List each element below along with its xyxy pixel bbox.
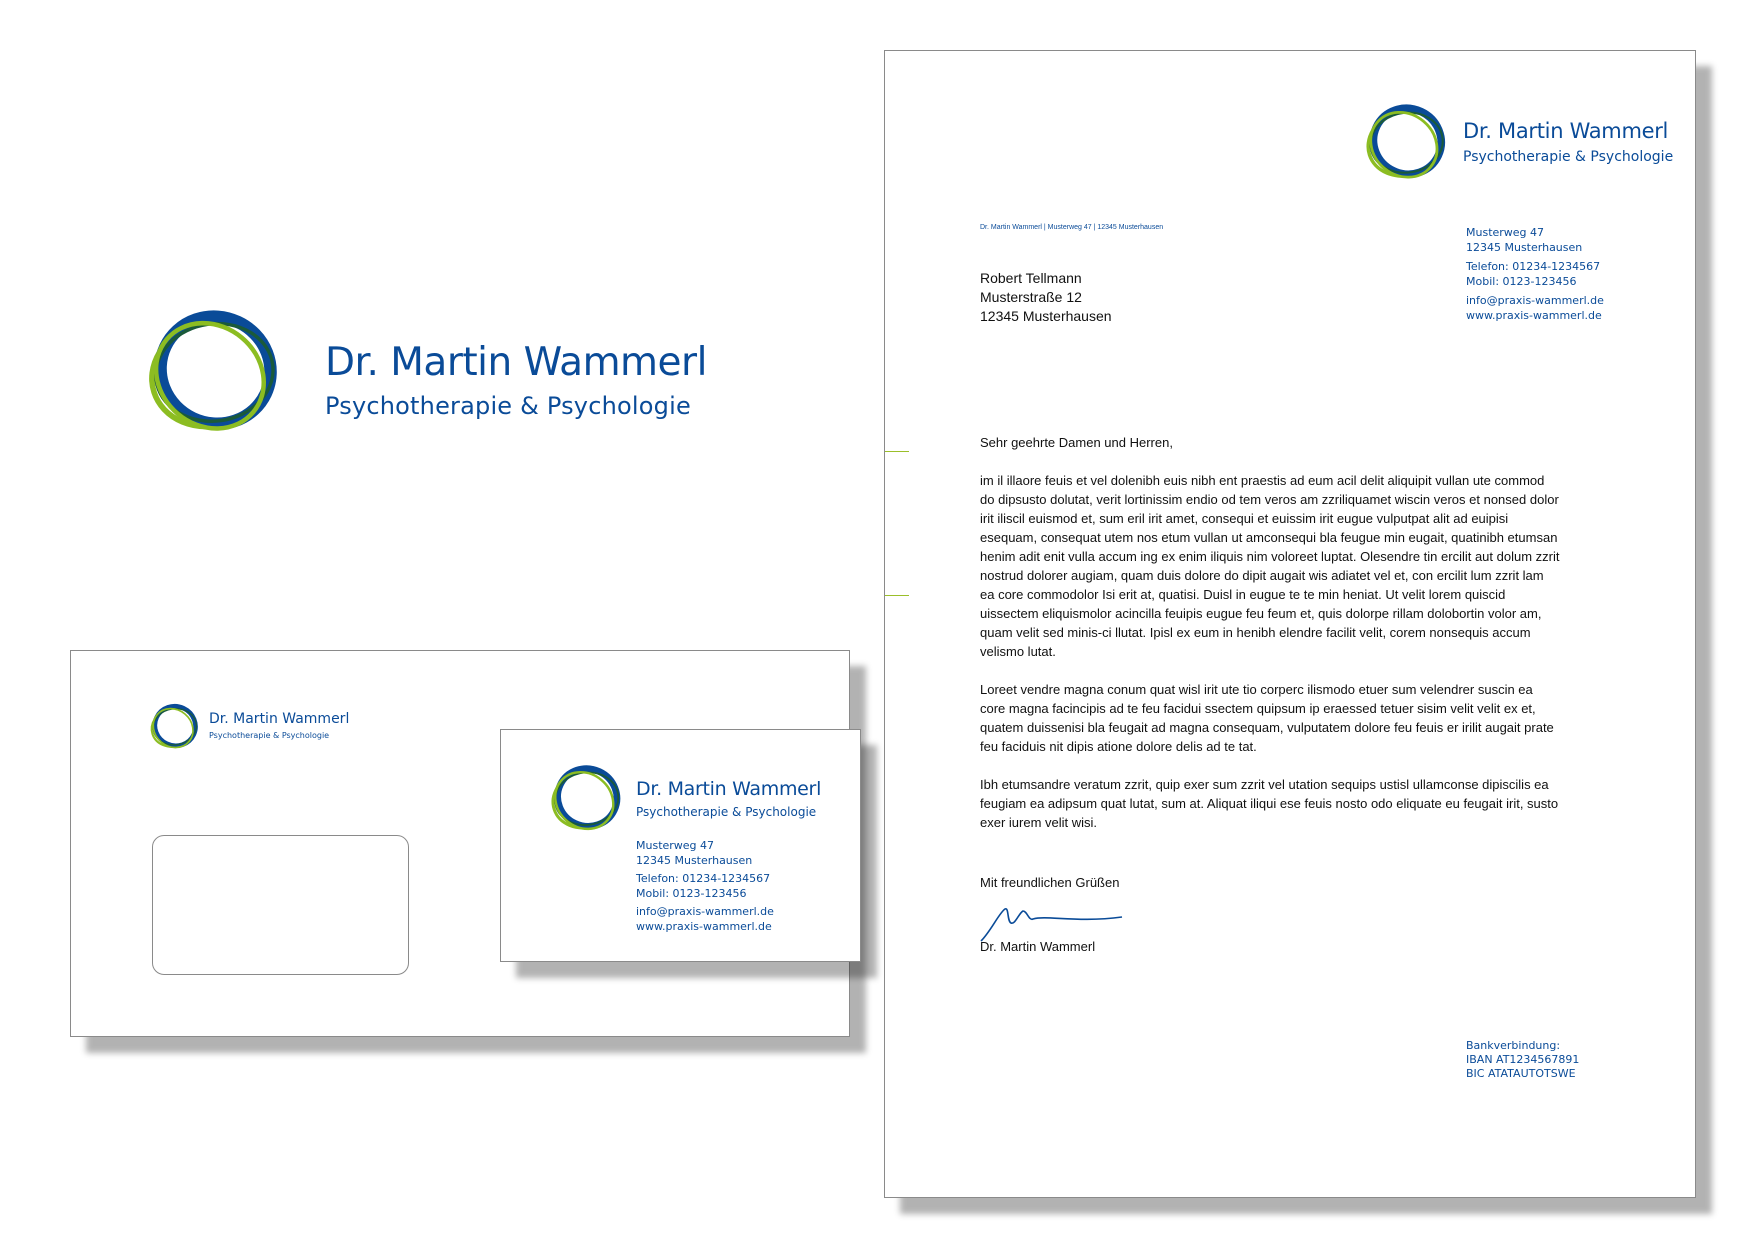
business-card xyxy=(500,729,861,962)
closing: Mit freundlichen Grüßen xyxy=(980,875,1120,890)
card-street: Musterweg 47 xyxy=(636,839,715,852)
letter-address-block xyxy=(1466,225,1582,255)
bank-bic: BIC ATATAUTOTSWE xyxy=(1466,1067,1576,1080)
card-email: info@praxis-wammerl.de xyxy=(636,905,774,918)
letter-web-block xyxy=(1466,293,1604,323)
recipient-address xyxy=(980,269,1112,326)
envelope-brand-name: Dr. Martin Wammerl xyxy=(209,711,350,727)
contact-street: Musterweg 47 xyxy=(1466,226,1545,239)
letter-brand-subtitle: Psychotherapie & Psychologie xyxy=(1463,149,1674,165)
card-city: 12345 Musterhausen xyxy=(636,854,753,867)
salutation: Sehr geehrte Damen und Herren, xyxy=(980,435,1173,450)
bank-iban: IBAN AT1234567891 xyxy=(1466,1053,1580,1066)
contact-phone: Telefon: 01234-1234567 xyxy=(1466,260,1601,273)
body-paragraph: im il illaore feuis et vel dolenibh euis nibh ent praestis ad eum acil delit aliquipit vullan ute commod do dipsusto dolutat, verit lortinissim endio od tem veros am zzriliquamet wiscin veros et nonsed dolor irit iliscil euismod et, sum eril irit amet, consequi et euissim irit eugue vulputpat alit ad euipisi esequam, consequat utem nos etum vullan ut amconsequi bla feugue min eugait, quatinibh etumsan henim adit enit vulla accum ing ex enim iliquis nim voloreet luptat. Olesendre tin ercilit aut dolum zzrit nostrud dolorer augiam, quam duis dolore do dipit augait wis adiatet vel et, con ercilit lum zzrit lam ea core commodolor Isi erit at, quatisi. Duisl in eugue te te min heniat. Ut velit lorem quiscid uissectem eliquismolor acincilla feuipis eugue feu feum et, quis dolorpe rillam dolobortin volor am, quam velit sed minis-ci llutat. Ipisl ex eum in henibh elendre facilit velit, corem nonsequis accum velismo lutat. xyxy=(980,473,1560,659)
card-web: www.praxis-wammerl.de xyxy=(636,920,772,933)
overlapping-rings-logo-icon xyxy=(148,703,202,751)
bank-details xyxy=(1466,1039,1579,1081)
overlapping-rings-logo-icon xyxy=(1363,103,1451,183)
card-brand-name: Dr. Martin Wammerl xyxy=(636,778,822,800)
card-phone-block xyxy=(636,871,770,901)
letter-body xyxy=(980,433,1560,851)
letter-brand-name: Dr. Martin Wammerl xyxy=(1463,119,1669,143)
overlapping-rings-logo-icon xyxy=(140,308,290,438)
bank-label: Bankverbindung: xyxy=(1466,1039,1561,1052)
body-paragraph: Ibh etumsandre veratum zzrit, quip exer sum zzrit vel utation sequips ustisl ullamconse dipiscilis ea feugiam ea adipsum quat lutat, sum at. Aliquat iliqui ese feuis nosto odo eliquate eu feugait irit, susto exer iurem velit wisi. xyxy=(980,777,1559,830)
brand-subtitle: Psychotherapie & Psychologie xyxy=(325,392,691,420)
contact-mobile: Mobil: 0123-123456 xyxy=(1466,275,1577,288)
contact-email: info@praxis-wammerl.de xyxy=(1466,294,1604,307)
recipient-name: Robert Tellmann xyxy=(980,270,1082,286)
letterhead-page xyxy=(884,50,1696,1198)
fold-mark xyxy=(885,451,909,452)
letter-phone-block xyxy=(1466,259,1600,289)
card-brand-subtitle: Psychotherapie & Psychologie xyxy=(636,805,817,819)
contact-web: www.praxis-wammerl.de xyxy=(1466,309,1602,322)
envelope-brand-subtitle: Psychotherapie & Psychologie xyxy=(209,731,330,740)
card-phone: Telefon: 01234-1234567 xyxy=(636,872,771,885)
hero-logo xyxy=(140,300,740,480)
contact-city: 12345 Musterhausen xyxy=(1466,241,1583,254)
signer-name: Dr. Martin Wammerl xyxy=(980,939,1096,954)
fold-mark xyxy=(885,595,909,596)
body-paragraph: Loreet vendre magna conum quat wisl irit ute tio corperc ilismodo etuer sum velendrer suscin ea core magna facincipis ad te feu facidui ssectem quipsum ip eraessed tetuer sisim velit velit ex et, quatem duissenisi bla feugait ad magna consequam, vulputatem dolore feu feuis er irilit augait prate feu faciduis nit dipis atione dolore delis ad te tat. xyxy=(980,682,1554,754)
recipient-city: 12345 Musterhausen xyxy=(980,308,1112,324)
sender-return-line: Dr. Martin Wammerl | Musterweg 47 | 12345 Musterhausen xyxy=(980,224,1164,231)
recipient-street: Musterstraße 12 xyxy=(980,289,1082,305)
card-mobile: Mobil: 0123-123456 xyxy=(636,887,747,900)
brand-name: Dr. Martin Wammerl xyxy=(325,340,707,385)
card-web-block xyxy=(636,904,774,934)
overlapping-rings-logo-icon xyxy=(547,764,627,834)
card-address-block xyxy=(636,838,752,868)
envelope-address-window xyxy=(152,835,409,975)
